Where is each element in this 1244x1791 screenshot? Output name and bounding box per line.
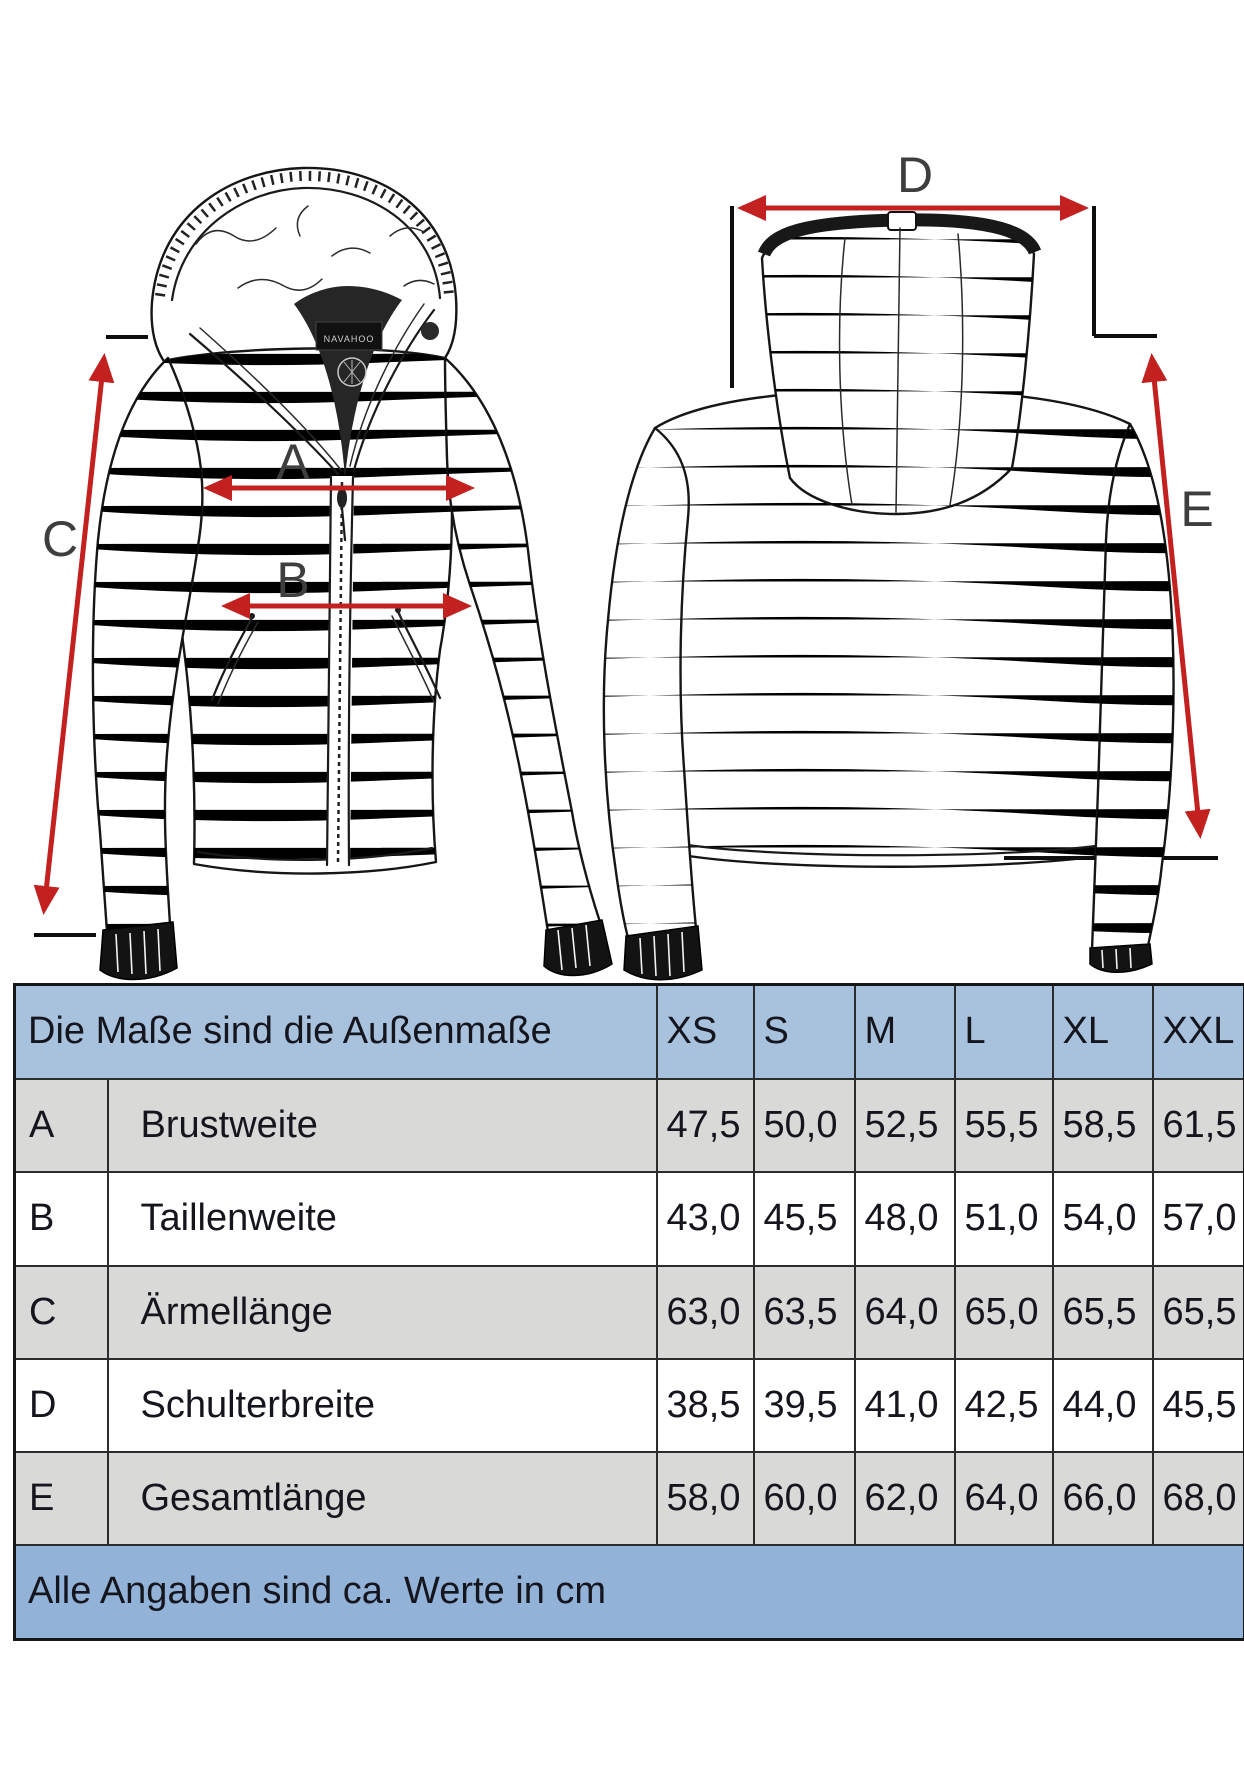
row-letter: B [15, 1172, 108, 1266]
value-cell: 57,0 [1153, 1172, 1244, 1266]
back-right-cuff [1090, 944, 1152, 972]
value-cell: 63,5 [754, 1266, 855, 1359]
value-cell: 39,5 [754, 1359, 855, 1452]
size-header-xl: XL [1053, 985, 1153, 1079]
table-row-a [15, 1079, 1244, 1172]
value-cell: 60,0 [754, 1452, 855, 1545]
table-row-d [15, 1359, 1244, 1452]
value-cell: 68,0 [1153, 1452, 1244, 1545]
label-e: E [1180, 481, 1214, 537]
value-cell: 55,5 [955, 1079, 1053, 1172]
value-cell: 65,5 [1153, 1266, 1244, 1359]
value-cell: 58,5 [1053, 1079, 1153, 1172]
label-d: D [896, 147, 934, 203]
row-letter: D [15, 1359, 108, 1452]
label-a: A [276, 434, 310, 490]
value-cell: 65,0 [955, 1266, 1053, 1359]
size-table [13, 983, 1244, 1641]
value-cell: 65,5 [1053, 1266, 1153, 1359]
value-cell: 58,0 [657, 1452, 754, 1545]
row-name: Brustweite [108, 1079, 657, 1172]
value-cell: 63,0 [657, 1266, 754, 1359]
size-header-xxl: XXL [1153, 985, 1244, 1079]
value-cell: 44,0 [1053, 1359, 1153, 1452]
back-left-cuff [624, 926, 702, 980]
value-cell: 62,0 [855, 1452, 955, 1545]
table-header-row [15, 985, 1244, 1079]
label-b: B [276, 552, 310, 608]
value-cell: 61,5 [1153, 1079, 1244, 1172]
value-cell: 66,0 [1053, 1452, 1153, 1545]
brand-label-text: NAVAHOO [323, 334, 375, 344]
size-header-l: L [955, 985, 1053, 1079]
value-cell: 42,5 [955, 1359, 1053, 1452]
value-cell: 54,0 [1053, 1172, 1153, 1266]
value-cell: 50,0 [754, 1079, 855, 1172]
value-cell: 45,5 [754, 1172, 855, 1266]
zipper-pull [337, 488, 347, 508]
size-header-xs: XS [657, 985, 754, 1079]
value-cell: 41,0 [855, 1359, 955, 1452]
value-cell: 64,0 [955, 1452, 1053, 1545]
value-cell: 64,0 [855, 1266, 955, 1359]
row-name: Gesamtlänge [108, 1452, 657, 1545]
row-name: Ärmellänge [108, 1266, 657, 1359]
table-footer-note: Alle Angaben sind ca. Werte in cm [15, 1545, 1244, 1640]
value-cell: 45,5 [1153, 1359, 1244, 1452]
hood-tab [888, 212, 916, 230]
size-header-s: S [754, 985, 855, 1079]
front-right-cuff [544, 920, 612, 976]
table-row-e [15, 1452, 1244, 1545]
table-title: Die Maße sind die Außenmaße [15, 985, 657, 1079]
value-cell: 43,0 [657, 1172, 754, 1266]
row-letter: A [15, 1079, 108, 1172]
value-cell: 48,0 [855, 1172, 955, 1266]
front-left-cuff [100, 922, 177, 980]
size-header-m: M [855, 985, 955, 1079]
row-name: Schulterbreite [108, 1359, 657, 1452]
table-row-c [15, 1266, 1244, 1359]
value-cell: 52,5 [855, 1079, 955, 1172]
table-row-b [15, 1172, 1244, 1266]
row-letter: C [15, 1266, 108, 1359]
row-name: Taillenweite [108, 1172, 657, 1266]
chest-logo-icon [421, 322, 439, 340]
table-footer-row [15, 1545, 1244, 1640]
value-cell: 38,5 [657, 1359, 754, 1452]
label-c: C [41, 511, 79, 567]
value-cell: 47,5 [657, 1079, 754, 1172]
value-cell: 51,0 [955, 1172, 1053, 1266]
row-letter: E [15, 1452, 108, 1545]
